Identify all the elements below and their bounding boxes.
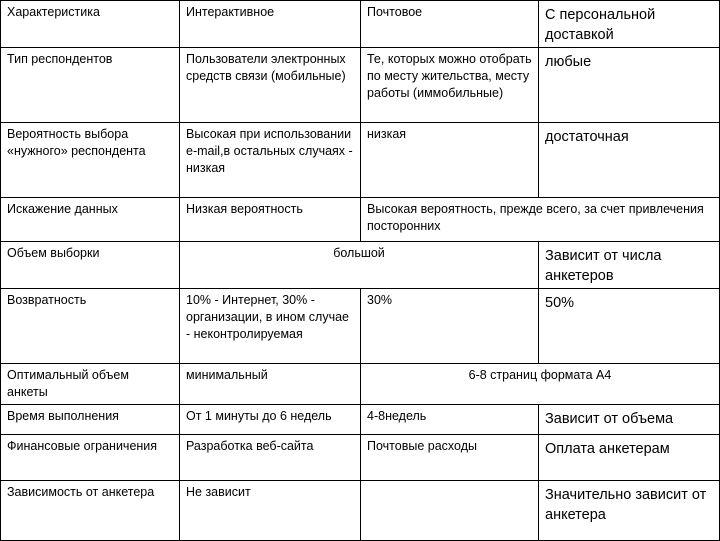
cell-postal: низкая <box>361 123 539 198</box>
cell-postal: Почтовые расходы <box>361 435 539 481</box>
table-row <box>1 435 720 481</box>
cell-personal: 50% <box>539 289 720 364</box>
table-row <box>1 123 720 198</box>
row-label: Искажение данных <box>1 198 180 242</box>
header-postal: Почтовое <box>361 1 539 48</box>
cell-postal-personal: Высокая вероятность, прежде всего, за счет привлечения посторонних <box>361 198 720 242</box>
cell-interactive-postal: большой <box>180 242 539 289</box>
cell-interactive: Высокая при использовании e-mail,в остальных случаях - низкая <box>180 123 361 198</box>
header-row <box>1 1 720 48</box>
cell-personal: Зависит от объема <box>539 405 720 435</box>
table-row <box>1 289 720 364</box>
cell-interactive: Разработка веб-сайта <box>180 435 361 481</box>
header-characteristic: Характеристика <box>1 1 180 48</box>
table-row <box>1 198 720 242</box>
row-label: Время выполнения <box>1 405 180 435</box>
cell-personal: достаточная <box>539 123 720 198</box>
cell-personal: любые <box>539 48 720 123</box>
row-label: Тип респондентов <box>1 48 180 123</box>
table-row <box>1 242 720 289</box>
row-label: Зависимость от анкетера <box>1 481 180 541</box>
row-label: Объем выборки <box>1 242 180 289</box>
row-label: Возвратность <box>1 289 180 364</box>
cell-interactive: Не зависит <box>180 481 361 541</box>
cell-interactive: 10% - Интернет, 30% - организации, в ином случае - неконтролируемая <box>180 289 361 364</box>
table-row <box>1 364 720 405</box>
cell-personal: Значительно зависит от анкетера <box>539 481 720 541</box>
cell-postal: Те, которых можно отобрать по месту жительства, месту работы (иммобильные) <box>361 48 539 123</box>
header-personal-delivery: С персональной доставкой <box>539 1 720 48</box>
row-label: Финансовые ограничения <box>1 435 180 481</box>
cell-interactive: минимальный <box>180 364 361 405</box>
table-row <box>1 481 720 541</box>
cell-interactive: От 1 минуты до 6 недель <box>180 405 361 435</box>
row-label: Вероятность выбора «нужного» респондента <box>1 123 180 198</box>
header-interactive: Интерактивное <box>180 1 361 48</box>
cell-postal: 30% <box>361 289 539 364</box>
table-row <box>1 48 720 123</box>
cell-personal: Оплата анкетерам <box>539 435 720 481</box>
cell-interactive: Низкая вероятность <box>180 198 361 242</box>
row-label: Оптимальный объем анкеты <box>1 364 180 405</box>
cell-interactive: Пользователи электронных средств связи (мобильные) <box>180 48 361 123</box>
cell-personal: Зависит от числа анкетеров <box>539 242 720 289</box>
cell-postal: 4-8недель <box>361 405 539 435</box>
cell-postal-personal: 6-8 страниц формата А4 <box>361 364 720 405</box>
table-row <box>1 405 720 435</box>
cell-postal <box>361 481 539 541</box>
